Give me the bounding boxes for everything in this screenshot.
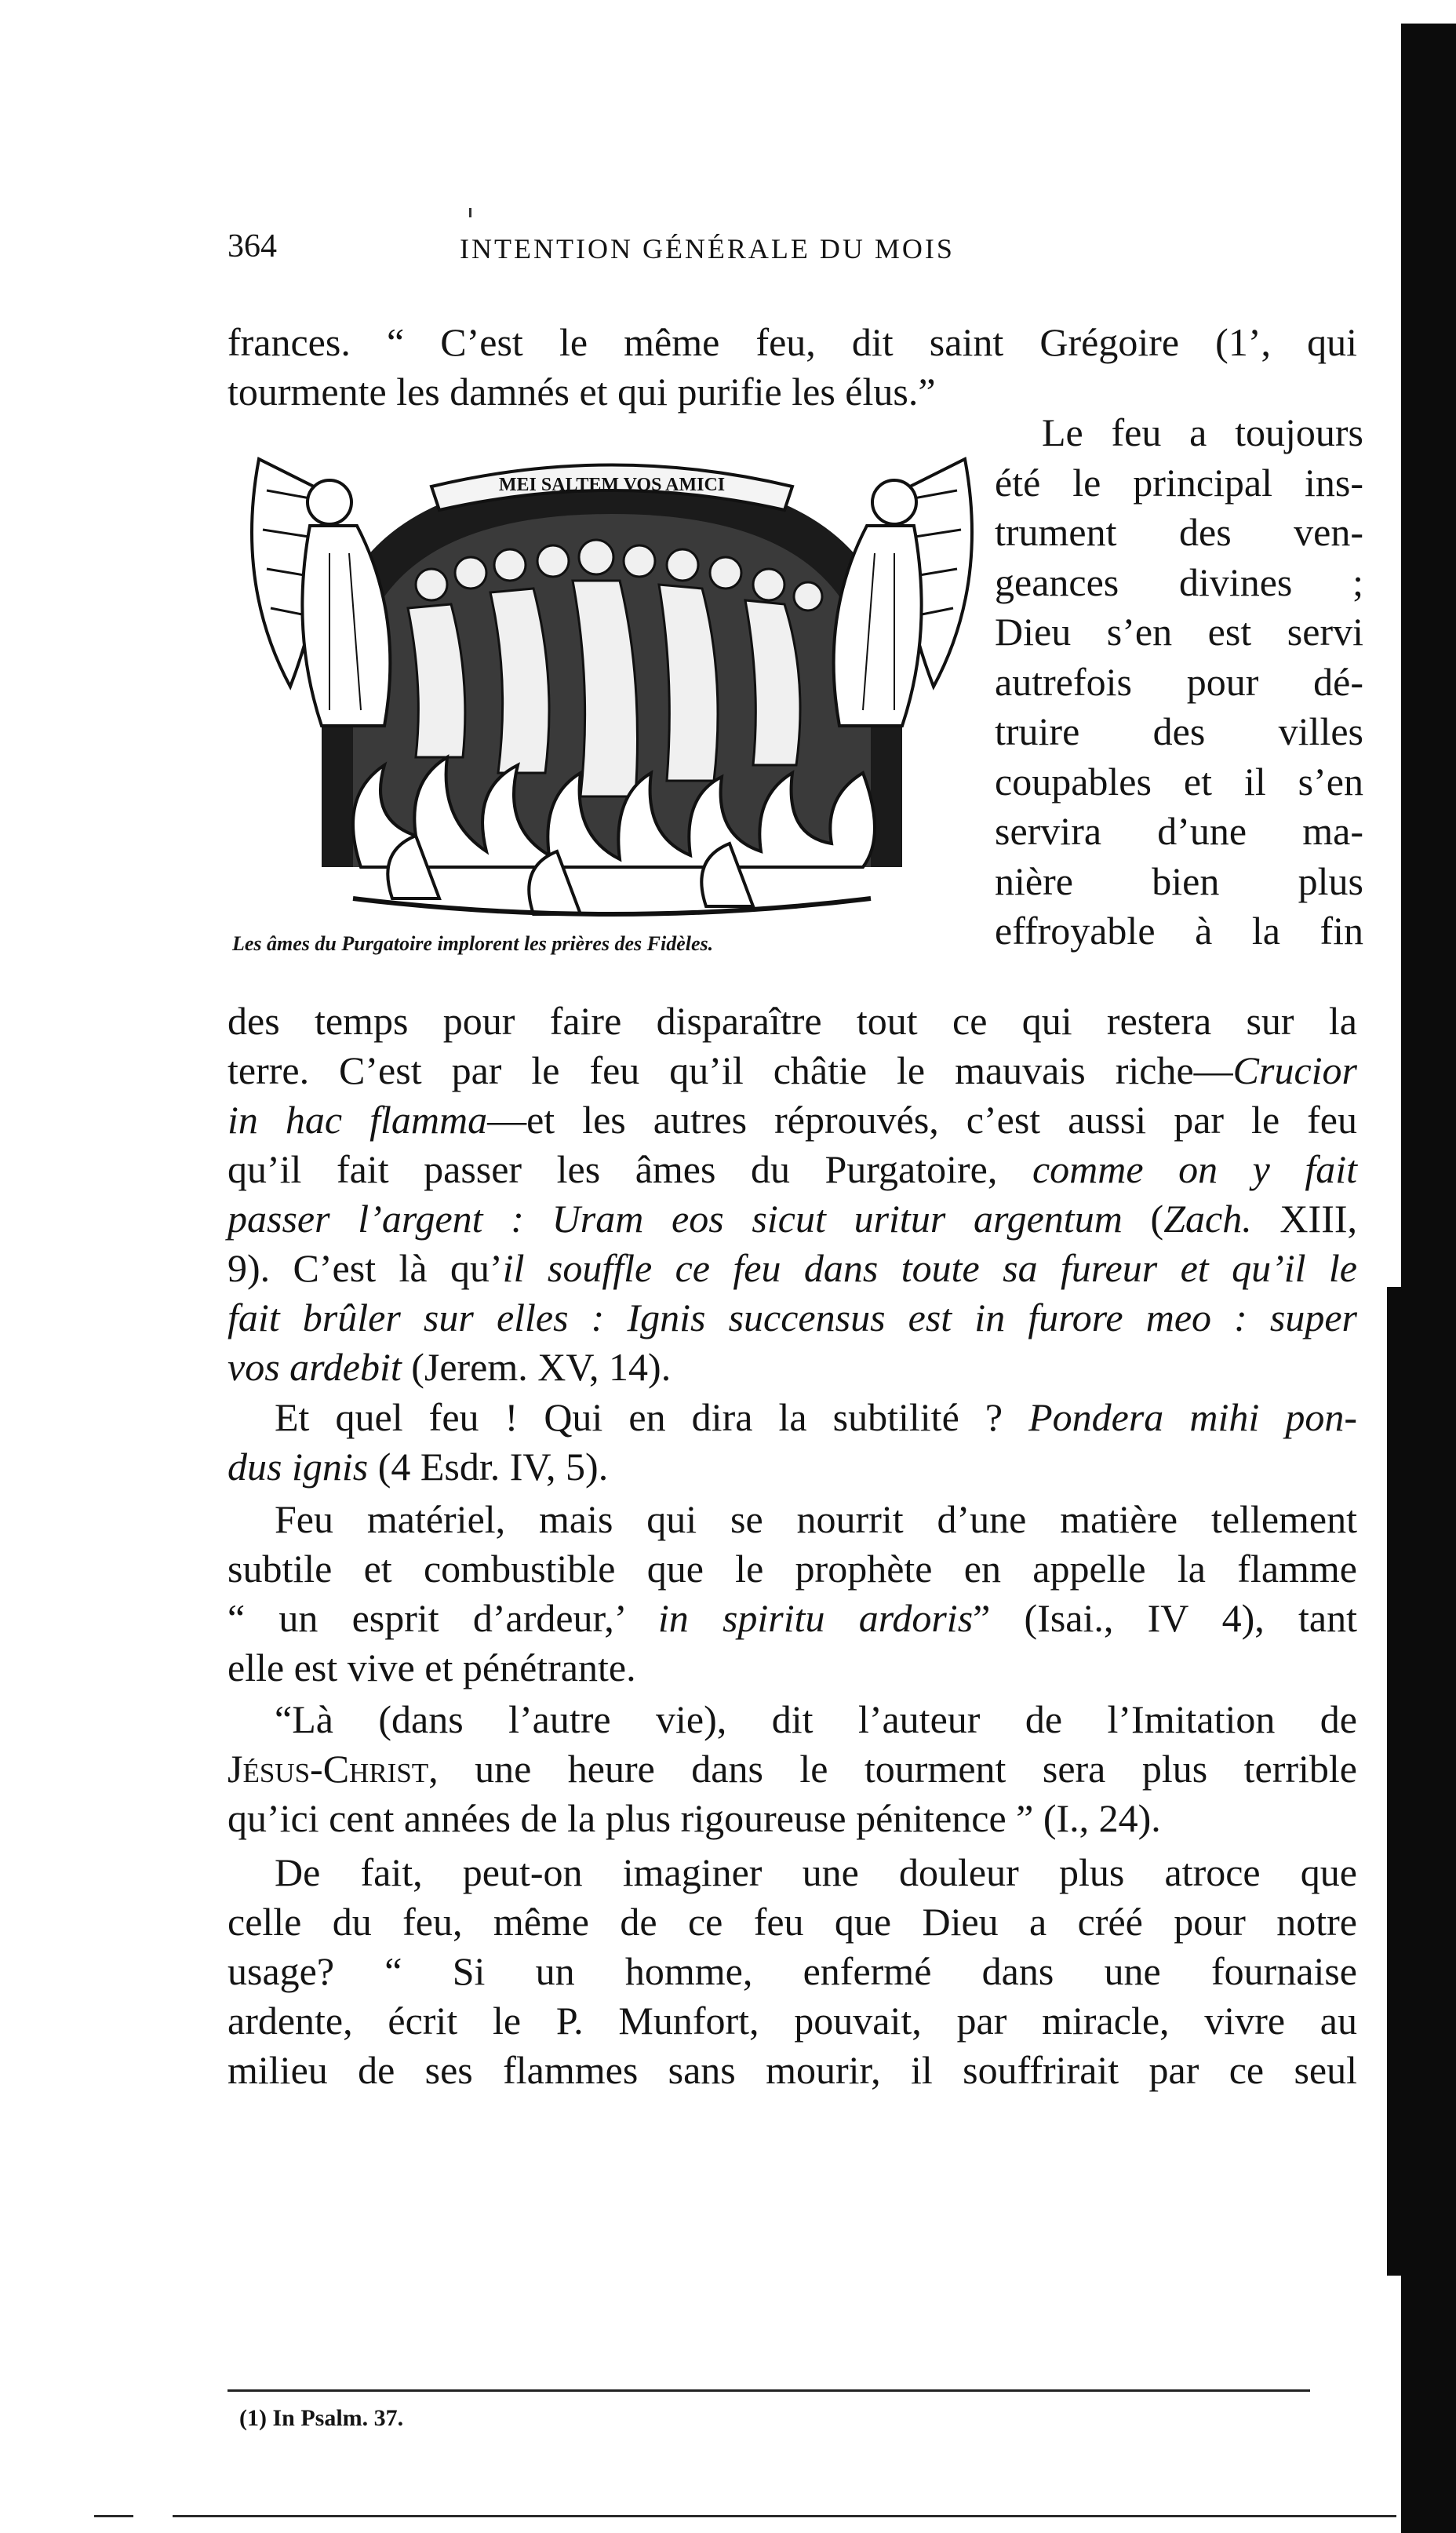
body-paragraph-3 (228, 1495, 1357, 1693)
side-column-text (995, 408, 1363, 957)
text-line: “ un esprit d’ardeur,’ in spiritu ardoris” (Isai., IV 4), tant (228, 1596, 1357, 1640)
text-line: dus ignis (4 Esdr. IV, 5). (228, 1445, 609, 1489)
text-line: servira d’une ma- (995, 809, 1363, 853)
text-line: nière bien plus (995, 858, 1363, 903)
scan-edge-line (94, 2515, 133, 2517)
text-line: ardente, écrit le P. Munfort, pouvait, par miracle, vivre au (228, 1999, 1357, 2043)
text-line: effroyable à la fin (995, 909, 1363, 953)
scan-edge-shadow (1401, 24, 1456, 2533)
footnote: (1) In Psalm. 37. (239, 2405, 404, 2431)
text-line: subtile et combustible que le prophète en appelle la flamme (228, 1547, 1357, 1591)
text-line: été le principal ins- (995, 460, 1363, 505)
text-line: celle du feu, même de ce feu que Dieu a créé pour notre (228, 1900, 1357, 1944)
footnote-divider (228, 2389, 1310, 2392)
body-paragraph-5 (228, 1848, 1357, 2095)
text-line: Dieu s’en est servi (995, 610, 1363, 654)
text-line: elle est vive et pénétrante. (228, 1646, 636, 1689)
illustration (235, 428, 988, 930)
banner-text: MEI SALTEM VOS AMICI (498, 475, 726, 495)
body-paragraph-4 (228, 1695, 1357, 1843)
text-line: Et quel feu ! Qui en dira la subtilité ? Pondera mihi pon- (275, 1395, 1357, 1439)
text-line: autrefois pour dé- (995, 659, 1363, 704)
body-paragraph-1 (228, 997, 1357, 1392)
page-number: 364 (228, 228, 277, 264)
body-paragraph-2 (228, 1393, 1357, 1492)
text-line: Jésus-Christ, une heure dans le tourment sera plus terrible (228, 1747, 1357, 1791)
text-line: Le feu a toujours (1042, 410, 1363, 454)
text-line: frances. “ C’est le même feu, dit saint Grégoire (1’, qui (228, 320, 1357, 364)
text-line: truire des villes (995, 709, 1363, 753)
page-header (228, 228, 1357, 275)
text-line: geances divines ; (995, 559, 1363, 604)
text-line: des temps pour faire disparaître tout ce qui restera sur la (228, 999, 1357, 1043)
text-line: Feu matériel, mais qui se nourrit d’une matière tellement (275, 1497, 1357, 1541)
figure-caption: Les âmes du Purgatoire implorent les prières des Fidèles. (232, 932, 714, 955)
text-line: in hac flamma—et les autres réprouvés, c’est aussi par le feu (228, 1098, 1357, 1142)
text-line: De fait, peut-on imaginer une douleur plus atroce que (275, 1850, 1357, 1894)
text-line: terre. C’est par le feu qu’il châtie le mauvais riche—Crucior (228, 1048, 1357, 1092)
text-line: usage? “ Si un homme, enfermé dans une fournaise (228, 1949, 1357, 1993)
text-line: coupables et il s’en (995, 759, 1363, 804)
text-line: qu’il fait passer les âmes du Purgatoire, comme on y fait (228, 1147, 1358, 1191)
text-line: tourmente les damnés et qui purifie les élus.” (228, 370, 936, 414)
running-head: INTENTION GÉNÉRALE DU MOIS (460, 233, 955, 264)
text-line: fait brûler sur elles : Ignis succensus est in furore meo : super (228, 1296, 1358, 1339)
scan-edge-line (173, 2515, 1396, 2517)
opening-lines (228, 318, 1357, 417)
scan-edge-shadow-notch (1387, 1287, 1404, 2276)
text-line: passer l’argent : Uram eos sicut uritur argentum (Zach. XIII, (228, 1197, 1357, 1241)
right-angel (834, 459, 972, 726)
text-line: vos ardebit (Jerem. XV, 14). (228, 1345, 672, 1389)
print-mark (469, 208, 471, 217)
left-angel (252, 459, 390, 726)
text-line: milieu de ses flammes sans mourir, il souffrirait par ce seul (228, 2048, 1357, 2092)
text-line: qu’ici cent années de la plus rigoureuse pénitence ” (I., 24). (228, 1796, 1161, 1840)
text-line: “Là (dans l’autre vie), dit l’auteur de l’Imitation de (275, 1697, 1357, 1741)
purgatory-engraving (235, 428, 988, 930)
text-line: trument des ven- (995, 510, 1363, 554)
text-line: 9). C’est là qu’il souffle ce feu dans toute sa fureur et qu’il le (228, 1246, 1357, 1290)
